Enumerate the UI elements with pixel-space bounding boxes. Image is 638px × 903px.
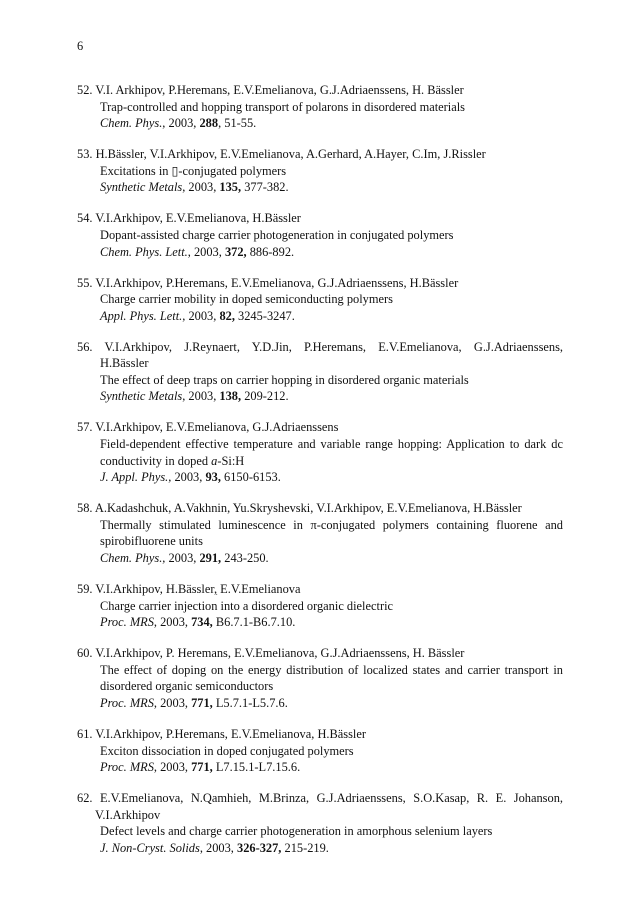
reference-58 bbox=[77, 500, 563, 566]
reference-title: Dopant-assisted charge carrier photogeneration in conjugated polymers bbox=[100, 227, 454, 242]
reference-authors: 56. V.I.Arkhipov, J.Reynaert, Y.D.Jin, P.Heremans, E.V.Emelianova, G.J.Adriaenssens, bbox=[77, 339, 564, 354]
reference-citation: Chem. Phys., 2003, 288, 51-55. bbox=[100, 116, 257, 131]
reference-title: Exciton dissociation in doped conjugated polymers bbox=[100, 743, 354, 758]
reference-authors: 53. H.Bässler, V.I.Arkhipov, E.V.Emelianova, A.Gerhard, A.Hayer, C.Im, J.Rissler bbox=[77, 147, 486, 162]
reference-authors: 62. E.V.Emelianova, N.Qamhieh, M.Brinza, G.J.Adriaenssens, S.O.Kasap, R. E. Johanson, bbox=[77, 791, 563, 806]
page-number: 6 bbox=[77, 39, 84, 53]
reference-title-continued: conductivity in doped a-Si:H bbox=[100, 453, 245, 468]
reference-citation: Proc. MRS, 2003, 771, L5.7.1-L5.7.6. bbox=[100, 695, 288, 710]
reference-citation: Chem. Phys. Lett., 2003, 372, 886-892. bbox=[100, 244, 295, 259]
reference-61 bbox=[77, 726, 563, 776]
reference-citation: Synthetic Metals, 2003, 138, 209-212. bbox=[100, 389, 289, 404]
reference-title: Field-dependent effective temperature and variable range hopping: Application to dark dc bbox=[100, 437, 563, 452]
reference-citation: J. Non-Cryst. Solids, 2003, 326-327, 215-219. bbox=[100, 840, 329, 855]
reference-title: Charge carrier injection into a disordered organic dielectric bbox=[100, 598, 394, 613]
reference-title: Excitations in ▯-conjugated polymers bbox=[100, 163, 287, 178]
reference-authors: 55. V.I.Arkhipov, P.Heremans, E.V.Emelianova, G.J.Adriaenssens, H.Bässler bbox=[77, 275, 459, 290]
reference-authors: 57. V.I.Arkhipov, E.V.Emelianova, G.J.Adriaenssens bbox=[77, 420, 339, 435]
reference-60 bbox=[77, 645, 563, 711]
reference-59 bbox=[77, 581, 563, 631]
reference-authors-continued: V.I.Arkhipov bbox=[95, 807, 161, 822]
reference-citation: Appl. Phys. Lett., 2003, 82, 3245-3247. bbox=[100, 308, 295, 323]
reference-54 bbox=[77, 210, 563, 260]
reference-57 bbox=[77, 419, 563, 485]
reference-52 bbox=[77, 82, 563, 132]
reference-authors: 59. V.I.Arkhipov, H.Bässler, E.V.Emelianova bbox=[77, 581, 301, 596]
reference-55 bbox=[77, 275, 563, 325]
reference-title: Defect levels and charge carrier photogeneration in amorphous selenium layers bbox=[100, 824, 493, 839]
reference-citation: Chem. Phys., 2003, 291, 243-250. bbox=[100, 551, 269, 565]
reference-authors: 52. V.I. Arkhipov, P.Heremans, E.V.Emelianova, G.J.Adriaenssens, H. Bässler bbox=[77, 83, 464, 97]
reference-title: The effect of doping on the energy distribution of localized states and carrier transport in bbox=[100, 662, 563, 677]
reference-authors: 60. V.I.Arkhipov, P. Heremans, E.V.Emelianova, G.J.Adriaenssens, H. Bässler bbox=[77, 646, 465, 661]
reference-citation: Proc. MRS, 2003, 734, B6.7.1-B6.7.10. bbox=[100, 615, 296, 630]
reference-authors: 54. V.I.Arkhipov, E.V.Emelianova, H.Bässler bbox=[77, 211, 301, 226]
reference-title-continued: spirobifluorene units bbox=[100, 534, 203, 549]
reference-citation: J. Appl. Phys., 2003, 93, 6150-6153. bbox=[100, 470, 281, 485]
reference-authors: 61. V.I.Arkhipov, P.Heremans, E.V.Emelianova, H.Bässler bbox=[77, 726, 366, 741]
reference-62 bbox=[77, 790, 563, 856]
reference-title: Trap-controlled and hopping transport of polarons in disordered materials bbox=[100, 99, 465, 114]
reference-53 bbox=[77, 146, 563, 196]
reference-title: The effect of deep traps on carrier hopping in disordered organic materials bbox=[100, 372, 469, 387]
reference-title-continued: disordered organic semiconductors bbox=[100, 679, 274, 694]
reference-list bbox=[77, 82, 563, 871]
reference-citation: Synthetic Metals, 2003, 135, 377-382. bbox=[100, 180, 289, 195]
reference-authors-continued: H.Bässler bbox=[100, 356, 149, 371]
reference-authors: 58. A.Kadashchuk, A.Vakhnin, Yu.Skryshevski, V.I.Arkhipov, E.V.Emelianova, H.Bässler bbox=[77, 501, 522, 516]
reference-title: Thermally stimulated luminescence in π-conjugated polymers containing fluorene and bbox=[100, 517, 563, 532]
reference-title: Charge carrier mobility in doped semiconducting polymers bbox=[100, 292, 393, 307]
reference-citation: Proc. MRS, 2003, 771, L7.15.1-L7.15.6. bbox=[100, 760, 301, 775]
reference-56 bbox=[77, 339, 563, 405]
